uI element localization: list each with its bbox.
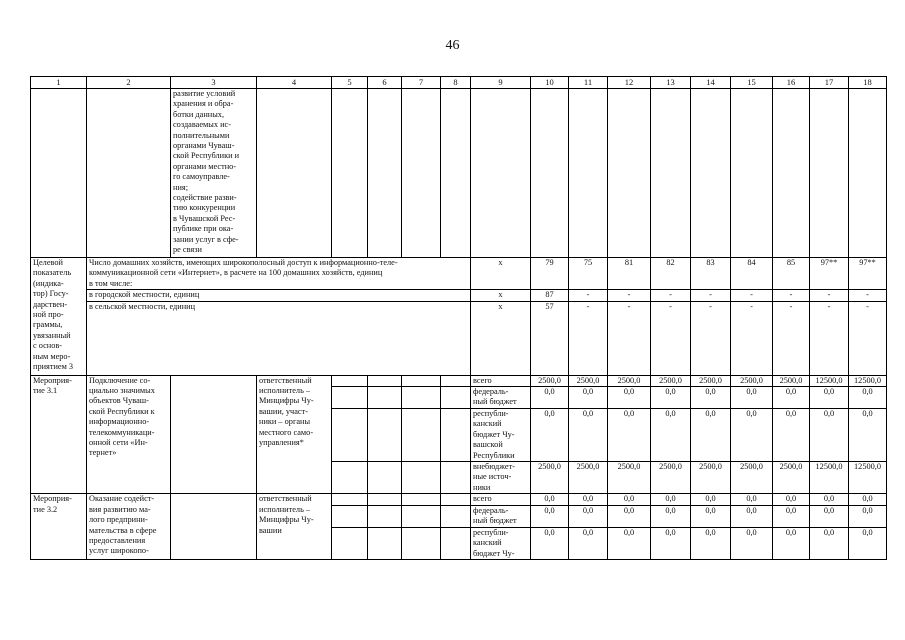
indicator-value: - <box>731 290 773 301</box>
empty-cell <box>368 527 402 559</box>
empty-cell <box>257 89 332 258</box>
funding-value: 0,0 <box>651 505 691 527</box>
empty-cell <box>402 494 441 505</box>
funding-value: 0,0 <box>651 387 691 409</box>
column-number: 15 <box>731 77 773 89</box>
indicator-label: Целевой показатель (индика- тор) Госу- дарствен- ной про- граммы, увязанный с основ- ным меро- приятием 3 <box>31 258 87 376</box>
column-number: 18 <box>849 77 887 89</box>
indicator-value: 85 <box>773 258 810 290</box>
indicator-value: - <box>569 290 608 301</box>
empty-cell <box>368 375 402 386</box>
funding-value: 12500,0 <box>849 462 887 494</box>
measure-responsible: ответственный исполнитель – Минцифры Чу- вашии <box>257 494 332 560</box>
column-number: 2 <box>87 77 171 89</box>
empty-cell <box>332 494 368 505</box>
measure-name: Оказание содейст- вия развитию ма- лого предприни- мательства в сфере предоставления услуг широкопо- <box>87 494 171 560</box>
empty-cell <box>531 89 569 258</box>
column-number: 6 <box>368 77 402 89</box>
indicator-value: 79 <box>531 258 569 290</box>
measure-responsible: ответственный исполнитель – Минцифры Чу- вашии, участ- ники – органы местного само- управления* <box>257 375 332 494</box>
empty-cell <box>441 494 471 505</box>
funding-value: 0,0 <box>691 494 731 505</box>
funding-value: 0,0 <box>810 409 849 462</box>
indicator-value: 81 <box>608 258 651 290</box>
empty-cell <box>368 494 402 505</box>
funding-value: 0,0 <box>691 387 731 409</box>
empty-cell <box>332 387 368 409</box>
indicator-urban-row <box>31 290 887 301</box>
indicator-value: - <box>773 301 810 375</box>
empty-cell <box>441 375 471 386</box>
empty-cell <box>171 494 257 560</box>
empty-cell <box>332 375 368 386</box>
column-number: 10 <box>531 77 569 89</box>
column-number: 17 <box>810 77 849 89</box>
funding-value: 2500,0 <box>731 375 773 386</box>
funding-value: 0,0 <box>569 494 608 505</box>
column-number: 8 <box>441 77 471 89</box>
funding-value: 0,0 <box>608 527 651 559</box>
indicator-text: Число домашних хозяйств, имеющих широкополосный доступ к информационно-теле- коммуникационной сети «Интернет», в расчете на 100 домашних хозяйств, единиц в том числе: <box>87 258 471 290</box>
empty-cell <box>441 89 471 258</box>
empty-cell <box>332 505 368 527</box>
funding-value: 2500,0 <box>531 462 569 494</box>
funding-value: 0,0 <box>731 505 773 527</box>
funding-value: 0,0 <box>651 409 691 462</box>
funding-value: 2500,0 <box>531 375 569 386</box>
indicator-value: 84 <box>731 258 773 290</box>
indicator-value: - <box>849 290 887 301</box>
indicator-value: - <box>608 290 651 301</box>
column-number: 9 <box>471 77 531 89</box>
empty-cell <box>402 527 441 559</box>
funding-value: 0,0 <box>731 494 773 505</box>
funding-value: 0,0 <box>849 387 887 409</box>
indicator-value: - <box>691 290 731 301</box>
funding-value: 0,0 <box>569 527 608 559</box>
empty-cell <box>87 89 171 258</box>
indicator-value: 75 <box>569 258 608 290</box>
funding-value: 0,0 <box>849 505 887 527</box>
funding-value: 2500,0 <box>773 462 810 494</box>
empty-cell <box>171 375 257 494</box>
empty-cell <box>441 527 471 559</box>
funding-source: всего <box>471 375 531 386</box>
measure-name: Подключение со- циально значимых объектов Чуваш- ской Республики к информационно- телекоммуникаци- онной сети «Ин- тернет» <box>87 375 171 494</box>
funding-value: 0,0 <box>810 387 849 409</box>
column-number: 4 <box>257 77 332 89</box>
empty-cell <box>471 89 531 258</box>
indicator-value: - <box>608 301 651 375</box>
indicator-value: 87 <box>531 290 569 301</box>
funding-value: 0,0 <box>608 505 651 527</box>
funding-source: внебюджет- ные источ- ники <box>471 462 531 494</box>
column-number: 5 <box>332 77 368 89</box>
empty-cell <box>402 89 441 258</box>
column-number: 3 <box>171 77 257 89</box>
funding-value: 0,0 <box>531 409 569 462</box>
funding-value: 0,0 <box>531 505 569 527</box>
indicator-value: - <box>810 301 849 375</box>
column-number: 1 <box>31 77 87 89</box>
funding-value: 0,0 <box>651 494 691 505</box>
empty-cell <box>402 462 441 494</box>
funding-value: 0,0 <box>531 494 569 505</box>
empty-cell <box>773 89 810 258</box>
funding-value: 2500,0 <box>691 375 731 386</box>
funding-value: 0,0 <box>608 494 651 505</box>
empty-cell <box>849 89 887 258</box>
funding-source: федераль- ный бюджет <box>471 387 531 409</box>
empty-cell <box>332 527 368 559</box>
funding-value: 0,0 <box>691 527 731 559</box>
funding-value: 2500,0 <box>731 462 773 494</box>
empty-cell <box>368 505 402 527</box>
funding-value: 0,0 <box>731 387 773 409</box>
funding-value: 0,0 <box>810 494 849 505</box>
empty-cell <box>402 409 441 462</box>
funding-value: 12500,0 <box>810 462 849 494</box>
funding-value: 0,0 <box>810 527 849 559</box>
empty-cell <box>368 462 402 494</box>
funding-value: 0,0 <box>531 387 569 409</box>
empty-cell <box>332 89 368 258</box>
indicator-value: - <box>651 290 691 301</box>
indicator-col9: х <box>471 258 531 290</box>
funding-value: 12500,0 <box>810 375 849 386</box>
funding-source: федераль- ный бюджет <box>471 505 531 527</box>
empty-cell <box>441 387 471 409</box>
indicator-value: 82 <box>651 258 691 290</box>
indicator-col9: х <box>471 290 531 301</box>
indicator-value: - <box>773 290 810 301</box>
measure-row <box>31 494 887 505</box>
empty-cell <box>402 387 441 409</box>
empty-cell <box>810 89 849 258</box>
empty-cell <box>402 505 441 527</box>
column-number: 12 <box>608 77 651 89</box>
indicator-col9: х <box>471 301 531 375</box>
measure-description: развитие условий хранения и обра- ботки данных, создаваемых ис- полнительными органами Чуваш- ской Республики и органами местно- го самоуправле- ния; содействие разви- тию конкуренции в Чувашской Рес- публике при ока- зании услуг в сфе- ре связи <box>171 89 257 258</box>
indicator-value: - <box>731 301 773 375</box>
indicator-rural-text: в сельской местности, единиц <box>87 301 471 375</box>
funding-value: 2500,0 <box>608 462 651 494</box>
indicator-value: 83 <box>691 258 731 290</box>
funding-value: 0,0 <box>773 387 810 409</box>
funding-value: 2500,0 <box>569 462 608 494</box>
funding-value: 0,0 <box>731 409 773 462</box>
column-number: 11 <box>569 77 608 89</box>
empty-cell <box>368 387 402 409</box>
funding-value: 0,0 <box>849 494 887 505</box>
indicator-value: - <box>849 301 887 375</box>
empty-cell <box>402 375 441 386</box>
funding-source: республи- канский бюджет Чу- <box>471 527 531 559</box>
funding-value: 0,0 <box>531 527 569 559</box>
measure-label: Мероприя- тие 3.1 <box>31 375 87 494</box>
empty-cell <box>31 89 87 258</box>
indicator-urban-text: в городской местности, единиц <box>87 290 471 301</box>
indicator-value: 97** <box>849 258 887 290</box>
funding-value: 0,0 <box>773 527 810 559</box>
funding-value: 0,0 <box>731 527 773 559</box>
funding-value: 0,0 <box>773 409 810 462</box>
funding-value: 0,0 <box>569 505 608 527</box>
indicator-value: 57 <box>531 301 569 375</box>
indicator-value: - <box>569 301 608 375</box>
funding-value: 0,0 <box>651 527 691 559</box>
indicator-value: - <box>810 290 849 301</box>
empty-cell <box>608 89 651 258</box>
indicator-value: - <box>691 301 731 375</box>
empty-cell <box>332 462 368 494</box>
funding-source: всего <box>471 494 531 505</box>
column-number: 13 <box>651 77 691 89</box>
funding-value: 0,0 <box>849 409 887 462</box>
empty-cell <box>569 89 608 258</box>
funding-source: республи- канский бюджет Чу- вашской Республики <box>471 409 531 462</box>
funding-value: 0,0 <box>849 527 887 559</box>
funding-value: 0,0 <box>691 505 731 527</box>
funding-value: 0,0 <box>608 387 651 409</box>
empty-cell <box>332 409 368 462</box>
funding-value: 2500,0 <box>651 462 691 494</box>
program-table <box>30 76 887 560</box>
measure-label: Мероприя- тие 3.2 <box>31 494 87 560</box>
column-number: 16 <box>773 77 810 89</box>
funding-value: 0,0 <box>569 409 608 462</box>
empty-cell <box>441 409 471 462</box>
empty-cell <box>368 89 402 258</box>
funding-value: 2500,0 <box>691 462 731 494</box>
empty-cell <box>368 409 402 462</box>
funding-value: 0,0 <box>810 505 849 527</box>
indicator-value: - <box>651 301 691 375</box>
continuation-row <box>31 89 887 258</box>
funding-value: 0,0 <box>569 387 608 409</box>
funding-value: 0,0 <box>773 505 810 527</box>
empty-cell <box>441 462 471 494</box>
empty-cell <box>651 89 691 258</box>
measure-row <box>31 375 887 386</box>
funding-value: 2500,0 <box>651 375 691 386</box>
funding-value: 0,0 <box>773 494 810 505</box>
indicator-row <box>31 258 887 290</box>
empty-cell <box>441 505 471 527</box>
funding-value: 12500,0 <box>849 375 887 386</box>
funding-value: 2500,0 <box>608 375 651 386</box>
column-number: 7 <box>402 77 441 89</box>
page-number: 46 <box>445 38 460 53</box>
column-number: 14 <box>691 77 731 89</box>
empty-cell <box>731 89 773 258</box>
header-row <box>31 77 887 89</box>
funding-value: 0,0 <box>608 409 651 462</box>
funding-value: 2500,0 <box>773 375 810 386</box>
indicator-value: 97** <box>810 258 849 290</box>
empty-cell <box>691 89 731 258</box>
indicator-rural-row <box>31 301 887 375</box>
funding-value: 2500,0 <box>569 375 608 386</box>
funding-value: 0,0 <box>691 409 731 462</box>
